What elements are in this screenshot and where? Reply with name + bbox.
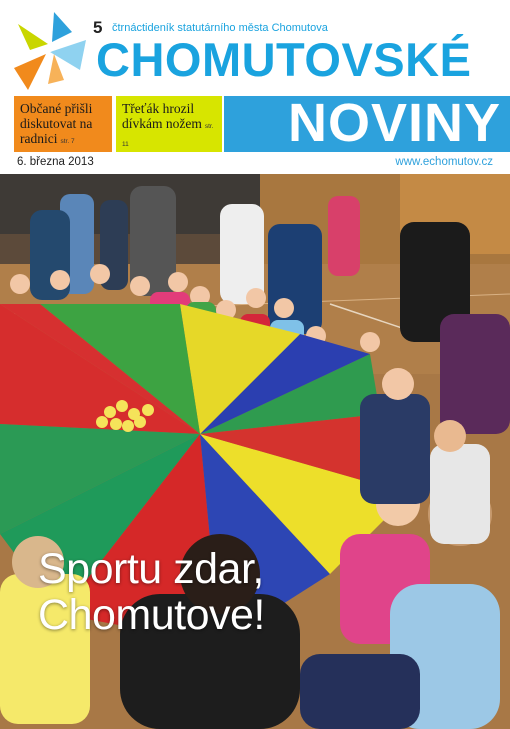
masthead-title-line1: CHOMUTOVSKÉ (96, 33, 472, 86)
masthead-title-line2: NOVINY (288, 93, 502, 153)
cover-headline-line1: Sportu zdar, (38, 545, 264, 593)
city-logo-icon (10, 10, 90, 92)
cover-headline-line2: Chomutove! (38, 591, 265, 639)
tagline: čtrnáctideník statutárního města Chomutova (112, 22, 328, 34)
teaser-knife[interactable] (116, 96, 222, 152)
cover-photo-illustration (0, 174, 510, 729)
teaser-page: str. 11 (122, 123, 214, 148)
teaser-text: Třeťák hrozil dívkám nožem (122, 101, 202, 131)
cover-photo (0, 174, 510, 729)
teaser-page: str. 7 (60, 138, 75, 145)
issue-date: 6. března 2013 (17, 156, 94, 168)
issue-number: 5 (93, 18, 103, 37)
teaser-town-hall[interactable] (14, 96, 112, 152)
teaser-text: Občané přišli diskutovat na radnici (20, 101, 93, 146)
website-link[interactable]: www.echomutov.cz (395, 156, 493, 168)
cover-headline (38, 546, 265, 638)
